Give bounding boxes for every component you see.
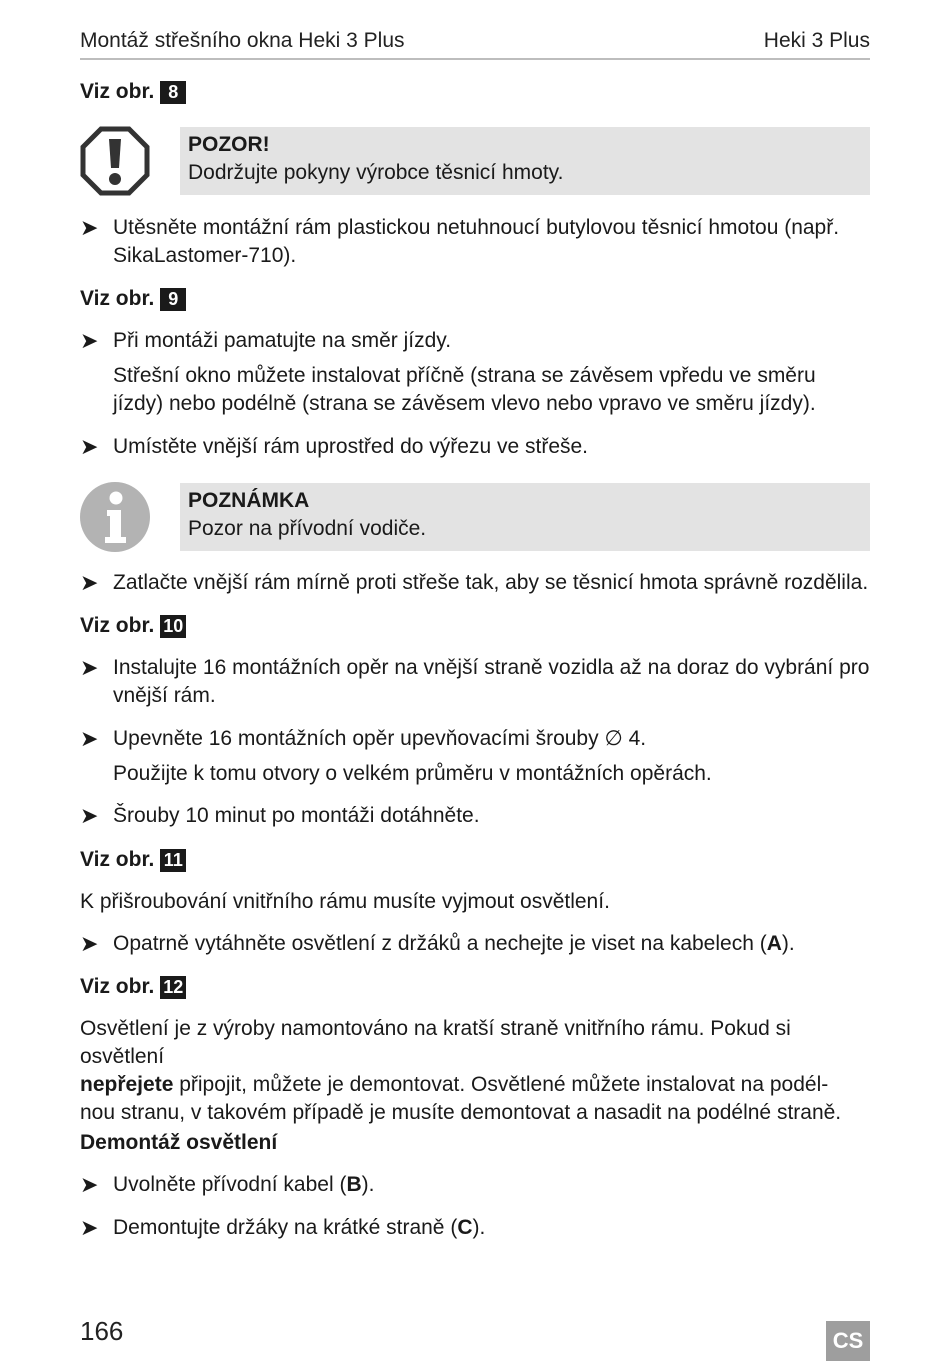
- figure-ref-label: Viz obr.: [80, 848, 155, 871]
- step-text-emphasis: C: [457, 1216, 473, 1239]
- figure-ref-12: [80, 974, 186, 1000]
- step-text: Šrouby 10 minut po montáži dotáhněte.: [113, 804, 480, 827]
- list-item: [80, 214, 870, 270]
- warning-box: [180, 127, 870, 195]
- header-product: Heki 3 Plus: [763, 29, 870, 52]
- bullet-arrow-icon: ➤: [80, 803, 99, 828]
- step-text-emphasis: B: [346, 1173, 362, 1196]
- bullet-arrow-icon: ➤: [80, 570, 99, 595]
- step-text: Upevněte 16 montážních opěr upevňovacími šrouby ∅ 4.: [113, 727, 647, 750]
- section-title: Demontáž osvětlení: [80, 1131, 278, 1154]
- step-text: [113, 1171, 870, 1199]
- figure-number-badge: 11: [160, 849, 186, 872]
- note-title: POZNÁMKA: [188, 489, 310, 512]
- warning-text: Dodržujte pokyny výrobce těsnicí hmoty.: [188, 161, 564, 184]
- step-text-part: Opatrně vytáhněte osvětlení z držáků a nechejte je viset na kabelech (: [113, 932, 767, 955]
- paragraph-emphasis: nepřejete: [80, 1073, 174, 1096]
- step-text-part: ).: [361, 1173, 375, 1196]
- figure-number-badge: 8: [160, 81, 186, 104]
- figure-ref-9: [80, 286, 186, 312]
- list-item: [80, 1214, 870, 1242]
- figure-ref-label: Viz obr.: [80, 287, 155, 310]
- step-text: Utěsněte montážní rám plastickou netuhnoucí butylovou těsnicí hmotou (např. SikaLastomer-710).: [113, 216, 840, 267]
- step-text: [113, 1214, 870, 1242]
- figure-ref-11: [80, 847, 186, 873]
- bullet-arrow-icon: ➤: [80, 726, 99, 751]
- list-item: [80, 930, 870, 958]
- list-item: [80, 327, 870, 355]
- bullet-arrow-icon: ➤: [80, 328, 99, 353]
- step-text: Zatlačte vnější rám mírně proti střeše tak, aby se těsnicí hmota správně rozdělila.: [113, 571, 869, 594]
- note-text: Pozor na přívodní vodiče.: [188, 517, 427, 540]
- list-item: [80, 433, 870, 461]
- info-icon: [80, 482, 150, 552]
- figure-number-badge: 10: [160, 615, 186, 638]
- bullet-arrow-icon: ➤: [80, 655, 99, 680]
- bullet-arrow-icon: ➤: [80, 434, 99, 459]
- step-text: [113, 930, 870, 958]
- paragraph-line: připojit, můžete je demontovat. Osvětlené můžete instalovat na podél-: [173, 1073, 829, 1096]
- step-text-part: ).: [781, 932, 795, 955]
- paragraph-line: Osvětlení je z výroby namontováno na kratší straně vnitřního rámu. Pokud si osvětlení: [80, 1017, 791, 1068]
- paragraph: [80, 1015, 870, 1127]
- note-box: [180, 483, 870, 551]
- list-item: [80, 1171, 870, 1199]
- step-text-part: ).: [472, 1216, 486, 1239]
- list-item: [80, 569, 870, 597]
- header-title: Montáž střešního okna Heki 3 Plus: [80, 29, 405, 52]
- warning-title: POZOR!: [188, 133, 270, 156]
- paragraph: K přišroubování vnitřního rámu musíte vyjmout osvětlení.: [80, 890, 610, 913]
- step-text-emphasis: A: [766, 932, 782, 955]
- figure-number-badge: 9: [160, 288, 186, 311]
- figure-ref-label: Viz obr.: [80, 80, 155, 103]
- bullet-arrow-icon: ➤: [80, 1215, 99, 1240]
- list-item: [80, 725, 870, 753]
- figure-ref-label: Viz obr.: [80, 975, 155, 998]
- page-header: [80, 28, 870, 60]
- list-item: [80, 802, 870, 830]
- warning-octagon-icon: [80, 126, 150, 196]
- bullet-arrow-icon: ➤: [80, 931, 99, 956]
- figure-ref-8: [80, 79, 186, 105]
- step-detail: Použijte k tomu otvory o velkém průměru v montážních opěrách.: [113, 762, 712, 785]
- step-text-part: Demontujte držáky na krátké straně (: [113, 1216, 458, 1239]
- page-number: 166: [80, 1316, 124, 1346]
- list-item: [80, 654, 870, 710]
- figure-number-badge: 12: [160, 976, 186, 999]
- paragraph-line: nou stranu, v takovém případě je musíte demontovat a nasadit na podélné straně.: [80, 1101, 842, 1124]
- step-text: Umístěte vnější rám uprostřed do výřezu ve střeše.: [113, 435, 589, 458]
- figure-ref-label: Viz obr.: [80, 614, 155, 637]
- step-text: Instalujte 16 montážních opěr na vnější straně vozidla až na doraz do vybrání pro vnější rám.: [113, 656, 870, 707]
- step-detail: Střešní okno můžete instalovat příčně (strana se závěsem vpředu ve směru jízdy) nebo podélně (strana se závěsem vlevo nebo vpravo ve směru jízdy).: [113, 364, 816, 415]
- bullet-arrow-icon: ➤: [80, 215, 99, 240]
- figure-ref-10: [80, 613, 186, 639]
- language-badge: CS: [826, 1321, 870, 1361]
- step-text: Při montáži pamatujte na směr jízdy.: [113, 329, 452, 352]
- step-text-part: Uvolněte přívodní kabel (: [113, 1173, 347, 1196]
- bullet-arrow-icon: ➤: [80, 1172, 99, 1197]
